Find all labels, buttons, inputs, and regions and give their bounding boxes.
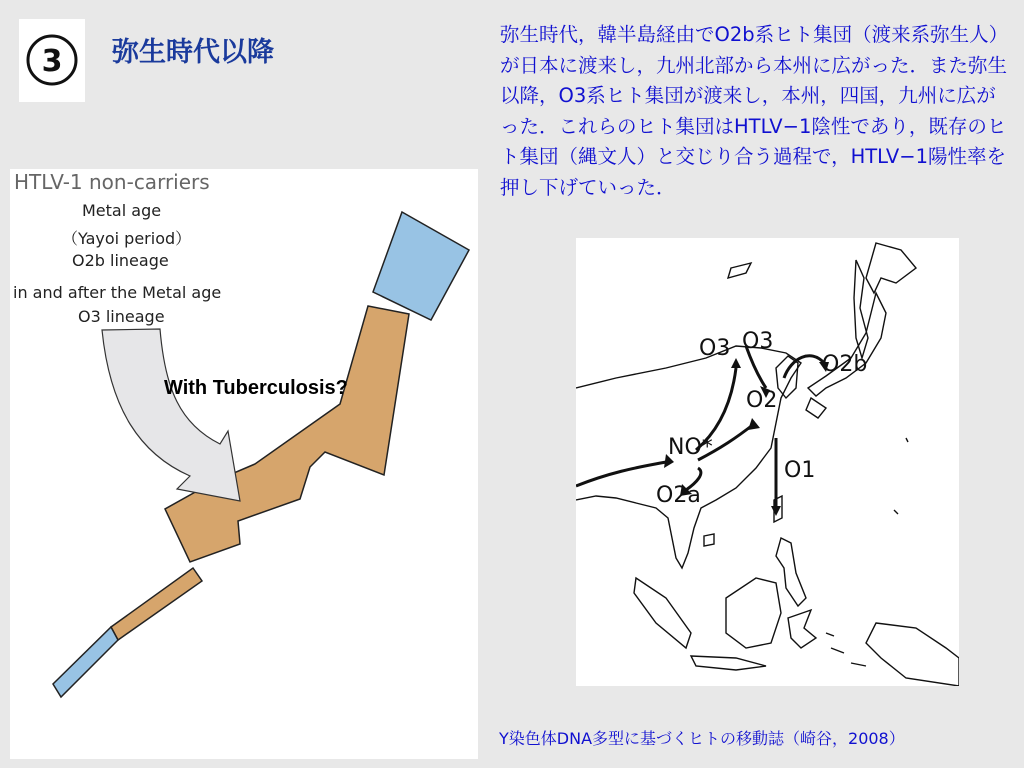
east-asia-map xyxy=(576,238,959,686)
slide-number-badge xyxy=(19,19,85,102)
ryukyu-bar-tan xyxy=(111,568,202,640)
o2b-lineage-label: O2b lineage xyxy=(72,251,169,270)
slide-title: 弥生時代以降 xyxy=(112,37,274,68)
hokkaido-shape xyxy=(373,212,469,320)
sulawesi-outline xyxy=(788,610,816,648)
circled-number-icon xyxy=(19,19,85,102)
sumatra-outline xyxy=(634,578,691,648)
kyushu-outline xyxy=(806,398,826,418)
java-outline xyxy=(691,656,766,670)
tuberculosis-annotation: With Tuberculosis? xyxy=(164,377,348,399)
migration-arrow xyxy=(102,329,240,501)
sakhalin-outline xyxy=(854,260,868,358)
small-islands xyxy=(826,438,908,666)
after-metal-age-label: in and after the Metal age xyxy=(13,283,222,302)
new-guinea-outline xyxy=(866,623,959,686)
map-label-o2a: O2a xyxy=(656,483,701,508)
arrow-to-no xyxy=(576,462,666,486)
map-label-o3-right: O3 xyxy=(742,329,774,354)
slide-number: 3 xyxy=(41,44,63,79)
borneo-outline xyxy=(726,578,781,648)
hainan-outline xyxy=(704,534,714,546)
honshu-outline xyxy=(808,293,886,396)
map-label-o1: O1 xyxy=(784,458,816,483)
slide-description: 弥生時代，韓半島経由でO2b系ヒト集団（渡来系弥生人）が日本に渡来し，九州北部から本州に広がった．また弥生以降，O3系ヒト集団が渡来し，本州，四国，九州に広がった．これらのヒト集団はHTLV−1陰性であり，既存のヒト集団（縄文人）と交じり合う過程で，HTLV−1陽性率を押し下げていった． xyxy=(500,23,1009,199)
coastlines xyxy=(576,243,959,686)
philippines-outline xyxy=(776,538,806,606)
ryukyu-bar-blue xyxy=(53,627,118,697)
top-island-outline xyxy=(728,263,751,278)
map-caption: Y染色体DNA多型に基づくヒトの移動誌（崎谷，2008） xyxy=(499,729,905,748)
map-label-o3-left: O3 xyxy=(699,336,731,361)
map-label-no: NO* xyxy=(668,435,713,460)
htlv-heading: HTLV-1 non-carriers xyxy=(14,170,210,194)
hokkaido-outline xyxy=(866,243,916,293)
yayoi-period-label: （Yayoi period） xyxy=(62,229,192,248)
map-label-o2: O2 xyxy=(746,388,778,413)
o3-lineage-label: O3 lineage xyxy=(78,307,165,326)
map-label-o2b: O2b xyxy=(822,352,868,377)
migration-map xyxy=(576,238,959,686)
metal-age-label: Metal age xyxy=(82,201,162,220)
arrow-to-o2b xyxy=(784,356,824,378)
